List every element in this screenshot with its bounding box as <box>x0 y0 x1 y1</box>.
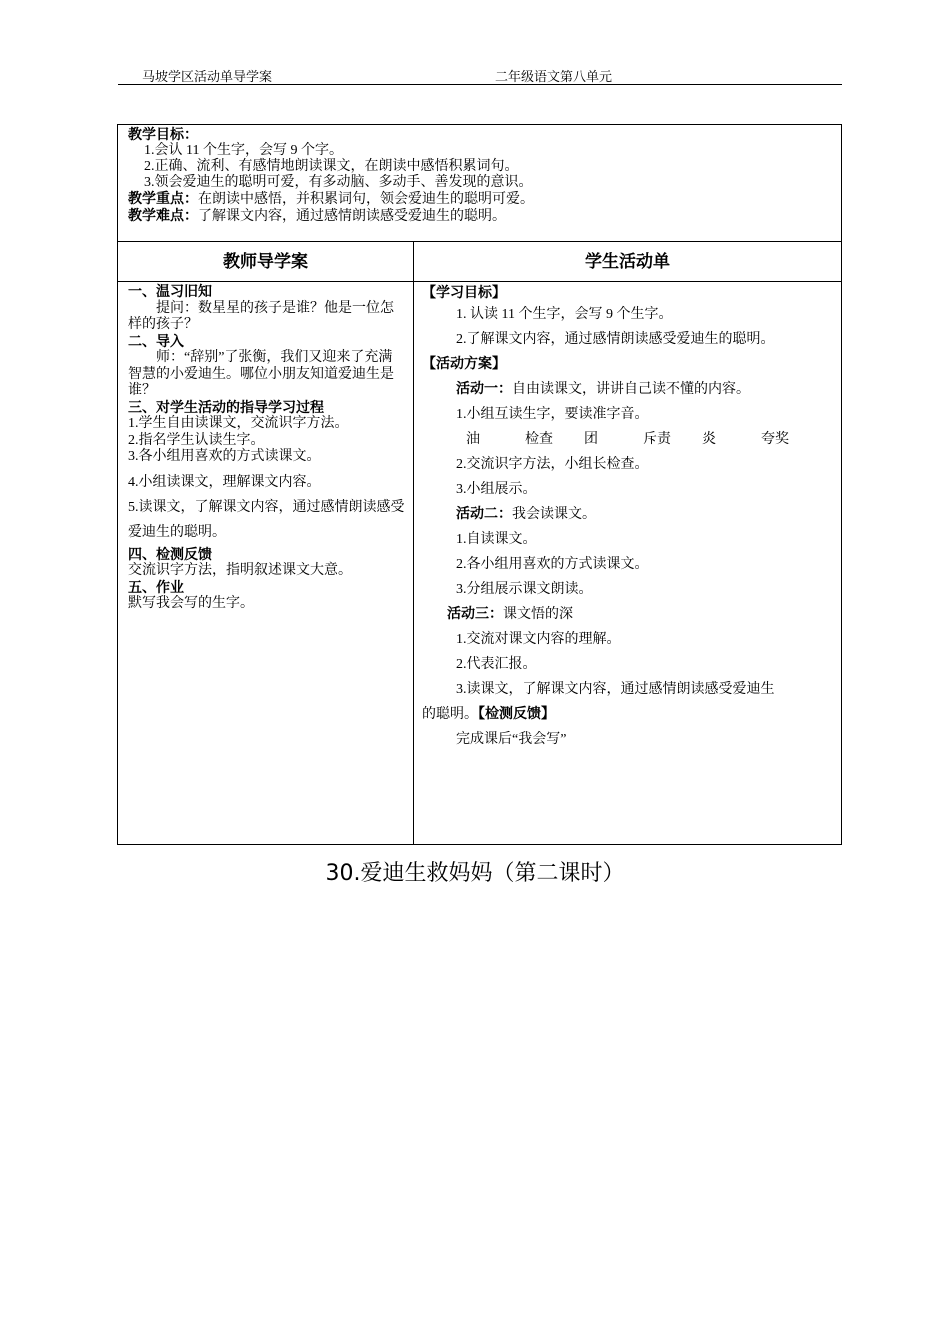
activity-label: 活动三： <box>447 606 503 622</box>
list-item: 5.读课文，了解课文内容，通过感情朗读感受爱迪生的聪明。 <box>128 499 405 540</box>
activity-label: 活动一： <box>456 381 512 397</box>
header-left: 马坡学区活动单导学案 <box>142 69 273 84</box>
objectives-box <box>117 124 842 242</box>
section-text: 提问：数星星的孩子是谁？他是一位怎样的孩子？ <box>128 300 394 332</box>
section-title: 【活动方案】 <box>422 356 506 372</box>
activity-text: 自由读课文，讲讲自己读不懂的内容。 <box>512 382 750 397</box>
objective-item: 1.会认 11 个生字，会写 9 个字。 <box>144 143 343 158</box>
activity-line <box>422 377 833 402</box>
activity-line <box>422 502 833 527</box>
list-item: 2.交流识字方法，小组长检查。 <box>456 457 649 472</box>
section-title: 【学习目标】 <box>422 285 506 301</box>
section-title: 【检测反馈】 <box>478 706 555 722</box>
character-item: 炎 <box>702 432 716 447</box>
character-item: 检查 <box>525 432 553 447</box>
list-item: 2.了解课文内容，通过感情朗读感受爱迪生的聪明。 <box>456 332 775 347</box>
activity-text: 课文悟的深 <box>503 607 573 622</box>
lesson-title: 30.爱迪生救妈妈（第二课时） <box>325 861 625 886</box>
key-point-label: 教学重点： <box>128 191 198 207</box>
list-item: 1.自读课文。 <box>456 532 537 547</box>
section-title: 三、对学生活动的指导学习过程 <box>128 399 324 416</box>
section-text: 完成课后“我会写” <box>456 732 567 747</box>
character-item: 油 <box>466 432 480 447</box>
activity-label: 活动二： <box>456 506 512 522</box>
section-text: 默写我会写的生字。 <box>128 596 254 611</box>
section-title: 五、作业 <box>128 579 184 596</box>
list-item: 3.分组展示课文朗读。 <box>456 582 593 597</box>
section-title: 二、导入 <box>128 333 184 350</box>
list-item: 2.指名学生认读生字。 <box>128 432 265 448</box>
teacher-column <box>117 281 414 845</box>
character-list <box>422 427 833 452</box>
list-item: 3.读课文，了解课文内容，通过感情朗读感受爱迪生 <box>456 682 775 697</box>
objective-item: 3.领会爱迪生的聪明可爱，有多动脑、多动手、善发现的意识。 <box>144 175 533 190</box>
teacher-column-header: 教师导学案 <box>117 241 414 282</box>
objective-item: 2.正确、流利、有感情地朗读课文，在朗读中感悟积累词句。 <box>144 159 519 174</box>
section-text: 交流识字方法，指明叙述课文大意。 <box>128 563 352 578</box>
page-header <box>118 66 842 85</box>
objectives-label: 教学目标： <box>128 127 198 143</box>
character-item: 斥责 <box>643 432 671 447</box>
list-item: 1. 认读 11 个生字，会写 9 个生字。 <box>456 307 673 322</box>
activity-line <box>422 602 833 627</box>
list-item: 3.各小组用喜欢的方式读课文。 <box>128 449 321 464</box>
list-item: 4.小组读课文，理解课文内容。 <box>128 474 321 490</box>
list-item-tail: 的聪明。 <box>422 707 478 722</box>
activity-text: 我会读课文。 <box>512 507 596 522</box>
key-point-line <box>128 191 841 208</box>
header-right: 二年级语文第八单元 <box>495 69 613 84</box>
section-text: 师：“辞别”了张衡，我们又迎来了充满智慧的小爱迪生。哪位小朋友知道爱迪生是谁？ <box>128 350 394 398</box>
student-column <box>413 281 842 845</box>
list-item: 1.小组互读生字，要读准字音。 <box>456 407 649 422</box>
difficulty-label: 教学难点： <box>128 208 198 224</box>
difficulty-text: 了解课文内容，通过感情朗读感受爱迪生的聪明。 <box>198 209 506 224</box>
key-point-text: 在朗读中感悟，并积累词句，领会爱迪生的聪明可爱。 <box>198 192 534 207</box>
list-item: 1.学生自由读课文，交流识字方法。 <box>128 416 349 431</box>
section-title: 一、温习旧知 <box>128 284 212 300</box>
student-column-header: 学生活动单 <box>413 241 842 282</box>
list-item: 2.各小组用喜欢的方式读课文。 <box>456 557 649 572</box>
character-item: 团 <box>584 432 598 447</box>
section-title: 四、检测反馈 <box>128 546 212 563</box>
list-item: 2.代表汇报。 <box>456 657 537 672</box>
character-item: 夸奖 <box>761 432 789 447</box>
list-item: 1.交流对课文内容的理解。 <box>456 632 621 647</box>
list-item-continued <box>422 702 833 727</box>
difficulty-line <box>128 208 841 225</box>
list-item: 3.小组展示。 <box>456 482 537 497</box>
